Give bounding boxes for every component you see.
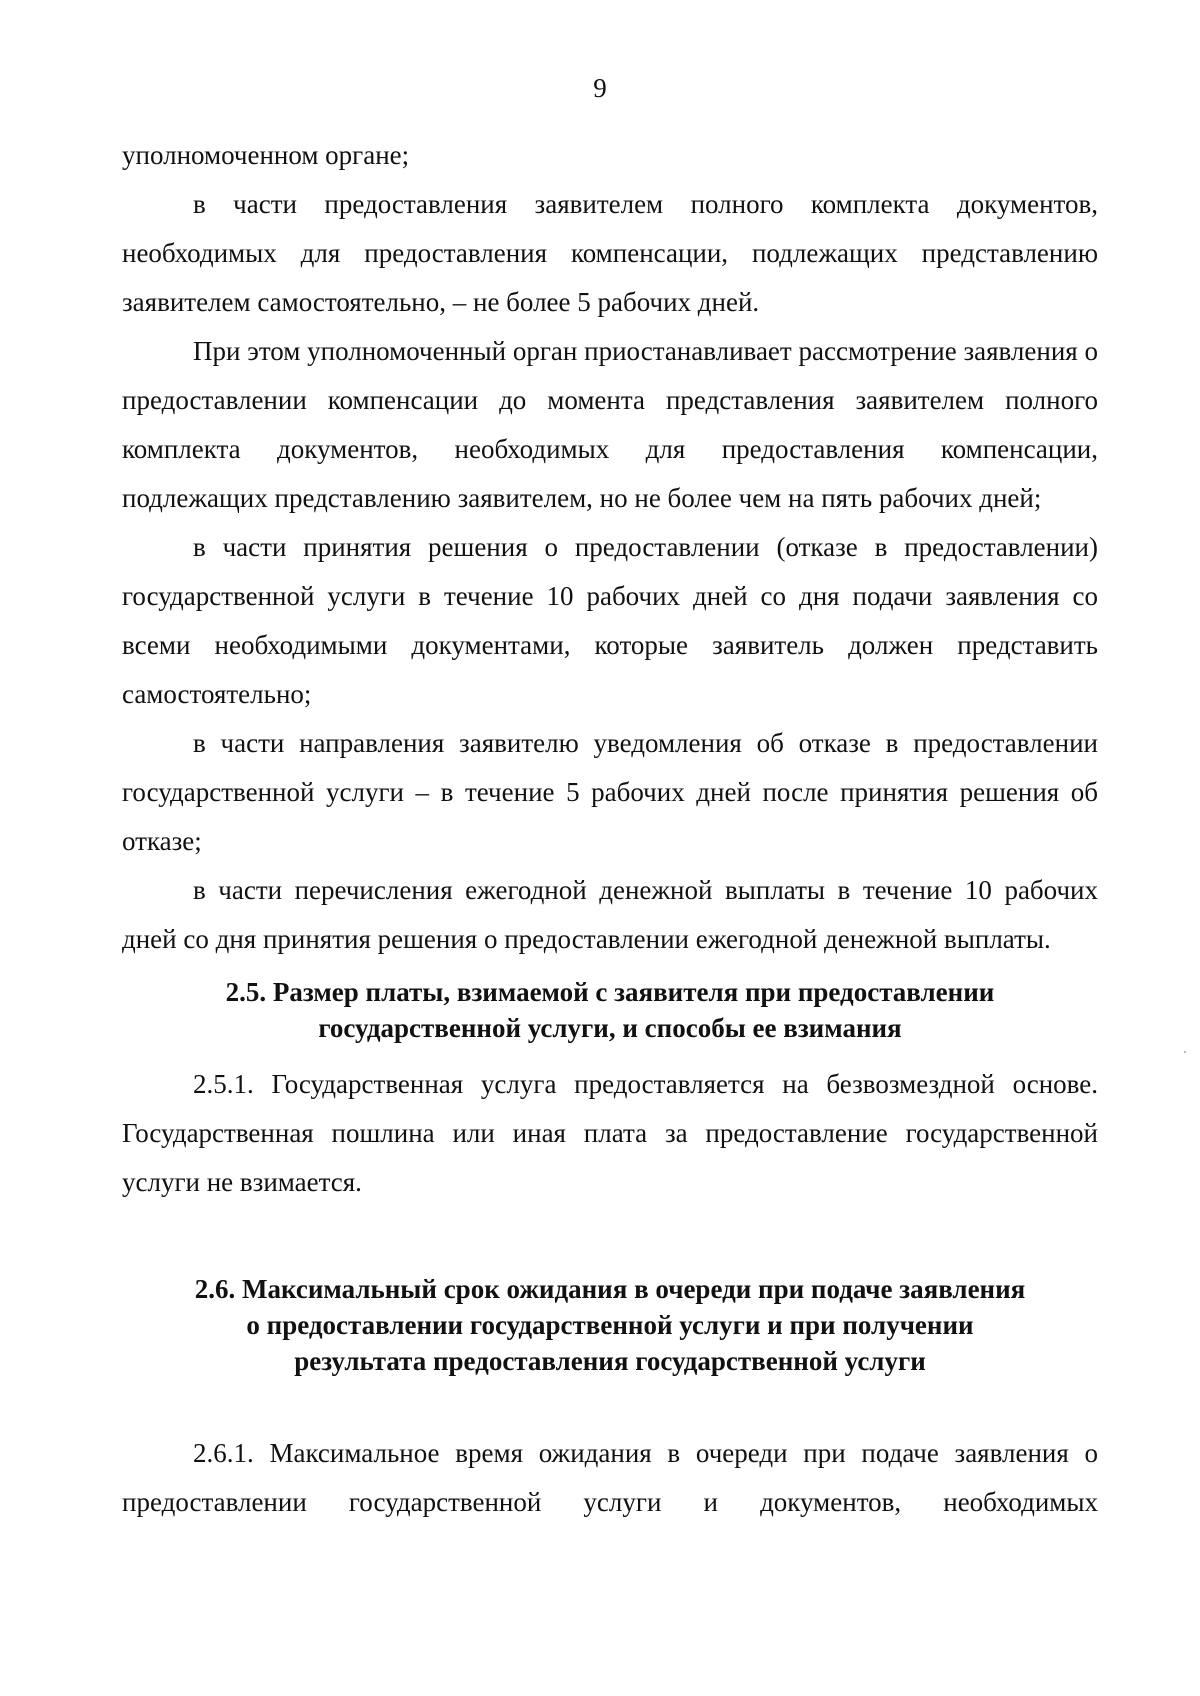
paragraph-2-5-1: 2.5.1. Государственная услуга предоставляется на безвозмездной основе. Государственная пошлина или иная плата за предоставление государственной услуги не взимается. — [122, 1069, 1098, 1197]
paragraph: в части принятия решения о предоставлении (отказе в предоставлении) государственной услуги в течение 10 рабочих дней со дня подачи заявления со всеми необходимыми документами, которые заявитель должен представить самостоятельно; — [122, 532, 1098, 709]
paragraph-2-6-1: 2.6.1. Максимальное время ожидания в очереди при подаче заявления о предоставлении государственной услуги и документов, необходимых — [122, 1438, 1098, 1517]
heading-line: 2.5. Размер платы, взимаемой с заявителя при предоставлении — [225, 977, 995, 1007]
paragraph: в части предоставления заявителем полного комплекта документов, необходимых для предоставления компенсации, подлежащих представлению заявителем самостоятельно, – не более 5 рабочих дней. — [122, 189, 1098, 317]
heading-line: 2.6. Максимальный срок ожидания в очереди при подаче заявления — [194, 1274, 1026, 1304]
paragraph: уполномоченном органе; — [122, 140, 410, 170]
paragraph: в части перечисления ежегодной денежной выплаты в течение 10 рабочих дней со дня принятия решения о предоставлении ежегодной денежной выплаты. — [122, 875, 1098, 954]
scan-speck — [1184, 1051, 1186, 1053]
section-heading-2-6 — [122, 1271, 1098, 1379]
document-body — [122, 131, 1098, 1527]
page-number: 9 — [593, 73, 607, 103]
heading-line: о предоставлении государственной услуги и при получении — [246, 1310, 974, 1340]
paragraph: При этом уполномоченный орган приостанавливает рассмотрение заявления о предоставлении компенсации до момента представления заявителем полного комплекта документов, необходимых для предоставления компенсации, подлежащих представлению заявителем, но не более чем на пять рабочих дней; — [122, 336, 1098, 513]
heading-line: государственной услуги, и способы ее взимания — [318, 1013, 902, 1043]
section-heading-2-5 — [122, 974, 1098, 1046]
heading-line: результата предоставления государственной услуги — [294, 1346, 926, 1376]
paragraph: в части направления заявителю уведомления об отказе в предоставлении государственной услуги – в течение 5 рабочих дней после принятия решения об отказе; — [122, 728, 1098, 856]
